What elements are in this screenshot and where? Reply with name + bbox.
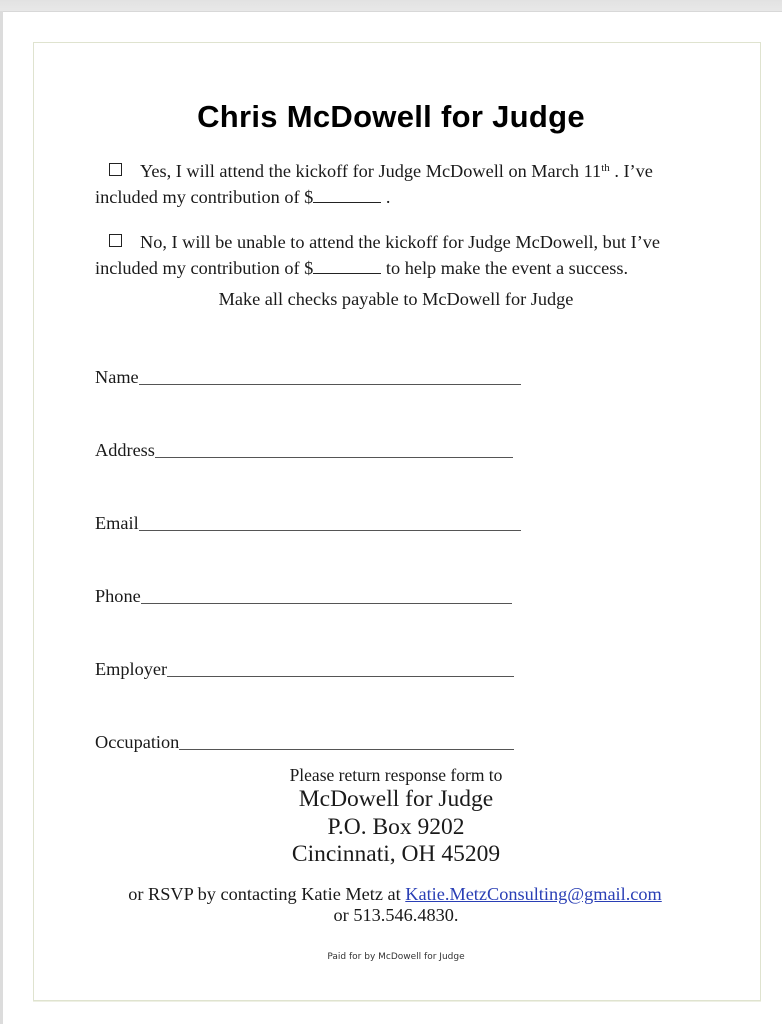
rsvp-phone: or 513.546.4830. bbox=[333, 905, 459, 925]
occupation-field bbox=[95, 728, 514, 752]
page-title: Chris McDowell for Judge bbox=[197, 99, 585, 134]
return-instructions: Please return response form to bbox=[289, 765, 503, 785]
attend-no-option bbox=[95, 229, 715, 281]
email-field bbox=[95, 509, 521, 533]
employer-field bbox=[95, 655, 514, 679]
viewer-top-bar bbox=[0, 0, 782, 12]
attend-yes-tail: . I’ve bbox=[609, 161, 653, 181]
occupation-label: Occupation bbox=[95, 732, 180, 752]
attend-yes-line2 bbox=[95, 184, 715, 210]
rsvp-email-link[interactable]: Katie.MetzConsulting@gmail.com bbox=[405, 884, 662, 904]
address-input[interactable] bbox=[155, 439, 513, 458]
employer-input[interactable] bbox=[167, 658, 514, 677]
occupation-input[interactable] bbox=[179, 731, 514, 750]
contribution-amount-blank-yes[interactable] bbox=[313, 187, 381, 203]
attend-no-line2 bbox=[95, 255, 715, 281]
phone-label: Phone bbox=[95, 586, 141, 606]
address-field bbox=[95, 436, 513, 460]
attend-yes-text: Yes, I will attend the kickoff for Judge McDowell on March 11 bbox=[140, 161, 602, 181]
name-field bbox=[95, 363, 521, 387]
contribution-amount-blank-no[interactable] bbox=[313, 258, 381, 274]
viewer-left-edge bbox=[0, 11, 3, 1024]
attend-yes-suffix: . bbox=[381, 187, 391, 207]
contribution-label: included my contribution of $ bbox=[95, 187, 314, 207]
attend-no-text: No, I will be unable to attend the kickoff for Judge McDowell, but I’ve bbox=[140, 232, 661, 252]
return-address-line2: P.O. Box 9202 bbox=[327, 814, 465, 840]
paid-for-disclaimer: Paid for by McDowell for Judge bbox=[327, 952, 465, 962]
employer-label: Employer bbox=[95, 659, 168, 679]
address-label: Address bbox=[95, 440, 155, 460]
ordinal-suffix: th bbox=[601, 162, 610, 174]
attend-no-checkbox[interactable] bbox=[109, 234, 122, 247]
contribution-label: included my contribution of $ bbox=[95, 258, 314, 278]
return-address-line1: McDowell for Judge bbox=[298, 786, 494, 812]
name-label: Name bbox=[95, 367, 139, 387]
checks-payable-note: Make all checks payable to McDowell for Judge bbox=[218, 289, 574, 309]
name-input[interactable] bbox=[139, 366, 521, 385]
email-label: Email bbox=[95, 513, 139, 533]
attend-yes-option bbox=[95, 158, 715, 210]
phone-input[interactable] bbox=[141, 585, 512, 604]
return-address-line3: Cincinnati, OH 45209 bbox=[291, 841, 501, 867]
phone-field bbox=[95, 582, 512, 606]
attend-no-line1 bbox=[95, 229, 715, 255]
attend-no-suffix: to help make the event a success. bbox=[381, 258, 629, 278]
attend-yes-checkbox[interactable] bbox=[109, 163, 122, 176]
email-input[interactable] bbox=[139, 512, 521, 531]
rsvp-line bbox=[0, 884, 782, 905]
attend-yes-line1 bbox=[95, 158, 715, 184]
rsvp-prefix: or RSVP by contacting Katie Metz at bbox=[128, 884, 406, 904]
